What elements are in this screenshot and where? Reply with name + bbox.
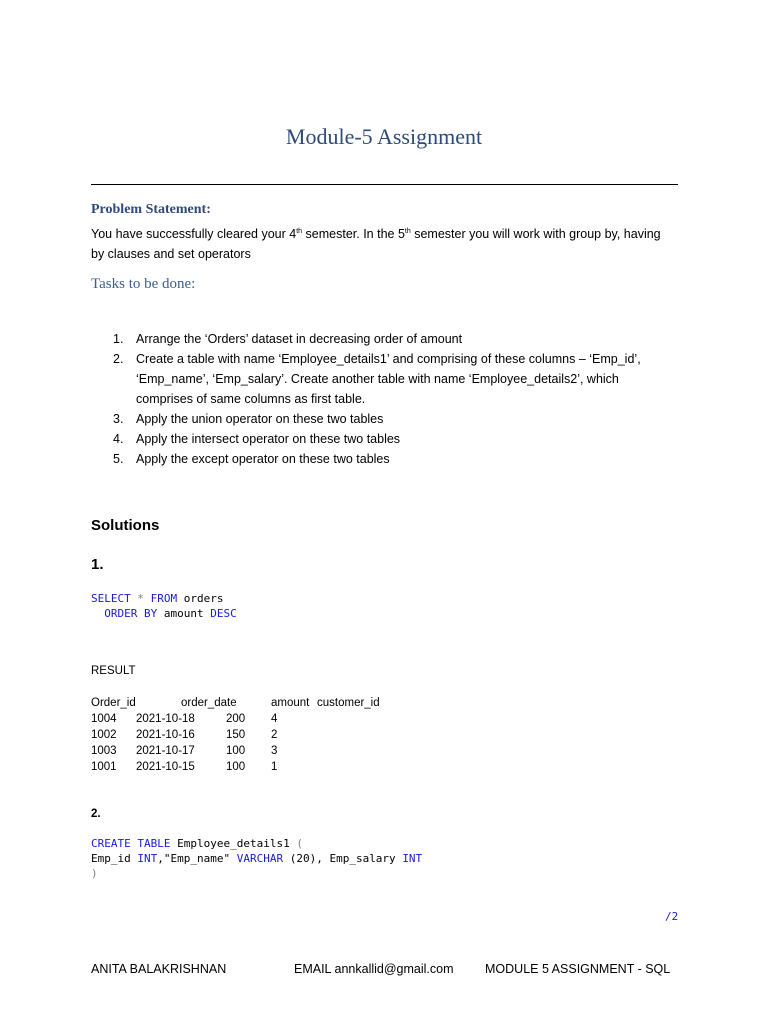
code-line: SELECT * FROM orders [91, 592, 224, 605]
table-header: Order_id [91, 697, 136, 709]
page-marker: /2 [665, 910, 679, 923]
code-line: CREATE TABLE Employee_details1 ( [91, 837, 303, 850]
table-cell: 1003 [91, 745, 117, 757]
title-divider [91, 184, 678, 185]
table-cell: 1004 [91, 713, 117, 725]
footer-name: ANITA BALAKRISHNAN [91, 962, 227, 976]
table-header: customer_id [317, 697, 380, 709]
table-cell: 1001 [91, 761, 117, 773]
code-line: ) [91, 867, 98, 880]
task-list [113, 329, 673, 469]
tasks-heading: Tasks to be done: [91, 276, 196, 292]
list-item: 3. Apply the union operator on these two tables [113, 412, 384, 426]
footer-email: EMAIL annkallid@gmail.com [294, 962, 454, 976]
table-header: order_date [181, 697, 237, 709]
result-label: RESULT [91, 665, 136, 677]
table-cell: 200 [226, 713, 246, 725]
solution-1-number: 1. [91, 556, 104, 573]
solution-2-number: 2. [91, 808, 101, 820]
solutions-heading: Solutions [91, 517, 160, 534]
list-item: 1. Arrange the ‘Orders’ dataset in decreasing order of amount [113, 332, 463, 346]
table-cell: 2021-10-16 [136, 729, 195, 741]
table-cell: 100 [226, 761, 246, 773]
problem-statement-text: You have successfully cleared your 4th semester. In the 5th semester you will work with group by, having by clauses and set operators [91, 227, 661, 262]
code-line: Emp_id INT,"Emp_name" VARCHAR (20), Emp_salary INT [91, 852, 423, 865]
list-item: 2. Create a table with name ‘Employee_details1’ and comprising of these columns – ‘Emp_id’, ‘Emp_name’, ‘Emp_salary’. Create another table with name ‘Employee_details2’, which comprises of same columns as first table. [113, 352, 641, 406]
table-cell: 4 [271, 713, 278, 725]
list-item: 4. Apply the intersect operator on these two tables [113, 432, 401, 446]
table-header: amount [271, 697, 310, 709]
list-item: 5. Apply the except operator on these two tables [113, 452, 390, 466]
problem-statement-heading: Problem Statement: [91, 202, 211, 217]
table-cell: 1 [271, 761, 278, 773]
table-cell: 1002 [91, 729, 117, 741]
footer-module: MODULE 5 ASSIGNMENT - SQL [485, 962, 671, 976]
table-cell: 2021-10-17 [136, 745, 195, 757]
table-cell: 2021-10-15 [136, 761, 195, 773]
table-cell: 150 [226, 729, 246, 741]
table-cell: 100 [226, 745, 246, 757]
code-line: ORDER BY amount DESC [104, 607, 237, 620]
page-title: Module-5 Assignment [285, 124, 483, 149]
table-cell: 3 [271, 745, 278, 757]
table-cell: 2021-10-18 [136, 713, 195, 725]
table-cell: 2 [271, 729, 278, 741]
